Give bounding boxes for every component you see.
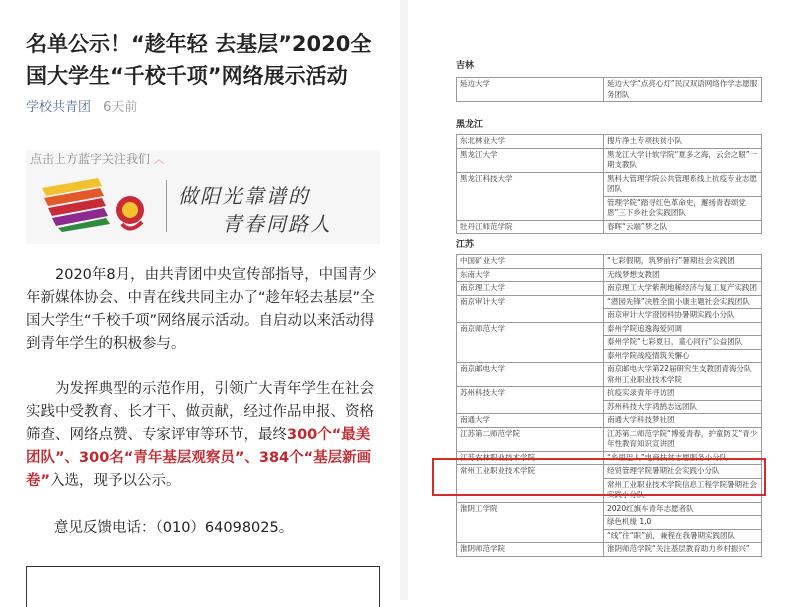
results-tail: 入选，现予以公示。 [50, 473, 181, 489]
document-table [456, 254, 762, 557]
table-row [457, 543, 762, 557]
school-cell: 南京审计大学 [457, 295, 604, 322]
highlight-sep-2: 、 [244, 450, 259, 466]
team-cell: 无线梦想支教团 [604, 268, 762, 282]
team-cell: 常州工业职业技术学院信息工程学院暑期社会实践小分队 [604, 478, 762, 502]
school-cell: 黑龙江科技大学 [457, 172, 604, 220]
account-name-link[interactable]: 学校共青团 [26, 100, 92, 115]
team-cell: 搜片净土专项扶贫小队 [604, 135, 762, 149]
team-cell: 淮阴师范学院“关注基层教育助力乡村振兴” [604, 543, 762, 557]
province-heading: 吉林 [456, 61, 475, 71]
school-cell: 淮阴工学院 [457, 502, 604, 543]
school-cell: 江苏农林职业技术学院 [457, 451, 604, 465]
school-cell: 黑龙江大学 [457, 148, 604, 172]
school-cell: 东南大学 [457, 268, 604, 282]
team-cell: 黑龙江大学计软学院“夏多之海，云会之眼”一期支教队 [604, 148, 762, 172]
team-cell: “七彩假期，筑梦前行”暑期社会实践团 [604, 255, 762, 269]
table-row [457, 502, 762, 516]
province-heading: 江苏 [456, 240, 475, 250]
team-cell: 抗疫实录青年寻访团 [604, 387, 762, 401]
highlight-best-teams: 300个“最美团队” [26, 427, 371, 466]
school-cell: 南通大学 [457, 414, 604, 428]
pane-divider [400, 0, 408, 600]
team-cell: 南京邮电大学第22届研究生支教团青海分队常州工业职业技术学院 [604, 363, 762, 387]
table-row [457, 148, 762, 172]
table-row [457, 322, 762, 336]
document-table [456, 134, 762, 234]
team-cell: 泰州学院“七彩夏日，童心同行”公益团队 [604, 336, 762, 350]
youth-league-logo [38, 174, 154, 234]
highlight-new-pictures: 384个“基层新画卷” [26, 450, 372, 489]
school-cell: 延边大学 [457, 78, 604, 102]
paragraph-intro: 2020年8月，由共青团中央宣传部指导，中国青少年新媒体协会、中青在线共同主办了“趁年轻去基层”全国大学生“千校千项”网络展示活动。自启动以来活动得到青年学生的积极参与。 [26, 267, 377, 352]
team-cell: 南京审计大学澄园科协暑期实践小分队 [604, 309, 762, 323]
table-row [457, 78, 762, 102]
school-cell: 苏州科技大学 [457, 387, 604, 414]
table-row [457, 220, 762, 234]
school-cell: 中国矿业大学 [457, 255, 604, 269]
school-cell: 南京师范大学 [457, 322, 604, 363]
highlight-observers: 300名“青年基层观察员” [79, 450, 245, 466]
article-title: 名单公示！“趁年轻 去基层”2020全国大学生“千校千项”网络展示活动 [26, 32, 372, 88]
team-cell: “线”往“职”前，兼程在我暑期实践团队 [604, 529, 762, 543]
team-cell: 南京理工大学紫荆地稀经济与复工复产实践团 [604, 282, 762, 296]
publish-time: 6天前 [103, 100, 138, 115]
school-cell: 淮阴师范学院 [457, 543, 604, 557]
follow-banner[interactable] [26, 150, 380, 244]
team-cell: 延边大学“点亮心灯”民汉双语网络作学志愿服务团队 [604, 78, 762, 102]
team-cell: 苏州科技大学鸿鹄志远团队 [604, 400, 762, 414]
school-cell: 常州工业职业技术学院 [457, 465, 604, 503]
table-row [457, 135, 762, 149]
table-row [457, 387, 762, 401]
table-row [457, 295, 762, 309]
table-row [457, 255, 762, 269]
embedded-card-edge [26, 566, 380, 607]
table-row [457, 268, 762, 282]
document-table [456, 77, 762, 102]
article-pane [0, 0, 400, 600]
team-cell: 江苏第二师范学院“博爱青春，护童防艾”青少年性教育知识宣讲团 [604, 427, 762, 451]
paragraph-results [26, 378, 380, 493]
team-cell: 春晖“云端”梦之队 [604, 220, 762, 234]
school-cell: 南京理工大学 [457, 282, 604, 296]
school-cell: 江苏第二师范学院 [457, 427, 604, 451]
team-cell: “乡里巴人”电商扶贫志愿服务小分队 [604, 451, 762, 465]
article-meta [26, 96, 137, 115]
highlight-sep-1: 、 [64, 450, 80, 466]
table-row [457, 363, 762, 387]
slogan-line-2: 青春同路人 [222, 212, 332, 236]
banner-divider [166, 180, 167, 232]
team-cell: 黑科大管理学院公共管理系线上抗疫专业志愿团队 [604, 172, 762, 196]
table-row [457, 282, 762, 296]
document-pane [408, 0, 800, 600]
table-row [457, 427, 762, 451]
school-cell: 南京邮电大学 [457, 363, 604, 387]
team-cell: 泰州学院追逸海爱同调 [604, 322, 762, 336]
team-cell: 泰州学院战疫情筑关懈心 [604, 349, 762, 363]
school-cell: 牡丹江师范学院 [457, 220, 604, 234]
follow-hint[interactable] [30, 150, 164, 167]
team-cell: 经贸管理学院暑期社会实践小分队 [604, 465, 762, 479]
feedback-phone: 意见反馈电话：（010）64098025。 [54, 520, 294, 536]
team-cell: 管理学院“踏寻红色革命史，邂扬青春颂党恩”三下乡社会实践团队 [604, 196, 762, 220]
highlight-box [432, 458, 766, 496]
table-row [457, 172, 762, 196]
team-cell: “潜园先锋”决胜全面小康主题社会实践团队 [604, 295, 762, 309]
table-row [457, 414, 762, 428]
province-heading: 黑龙江 [456, 120, 484, 130]
team-cell: 绿色机缘 1.0 [604, 516, 762, 530]
school-cell: 东北林业大学 [457, 135, 604, 149]
team-cell: 2020红旗车青年志愿者队 [604, 502, 762, 516]
results-text: 为发挥典型的示范作用，引领广大青年学生在社会实践中受教育、长才干、做贡献，经过作品申报、资格筛查、网络点赞、专家评审等环节，最终 [26, 381, 374, 443]
follow-hint-text: 点击上方蓝字关注我们 [30, 152, 151, 166]
chevron-up-icon: ︿ [154, 155, 165, 166]
slogan-line-1: 做阳光靠谱的 [178, 184, 310, 208]
team-cell: 南通大学科技梦社团 [604, 414, 762, 428]
